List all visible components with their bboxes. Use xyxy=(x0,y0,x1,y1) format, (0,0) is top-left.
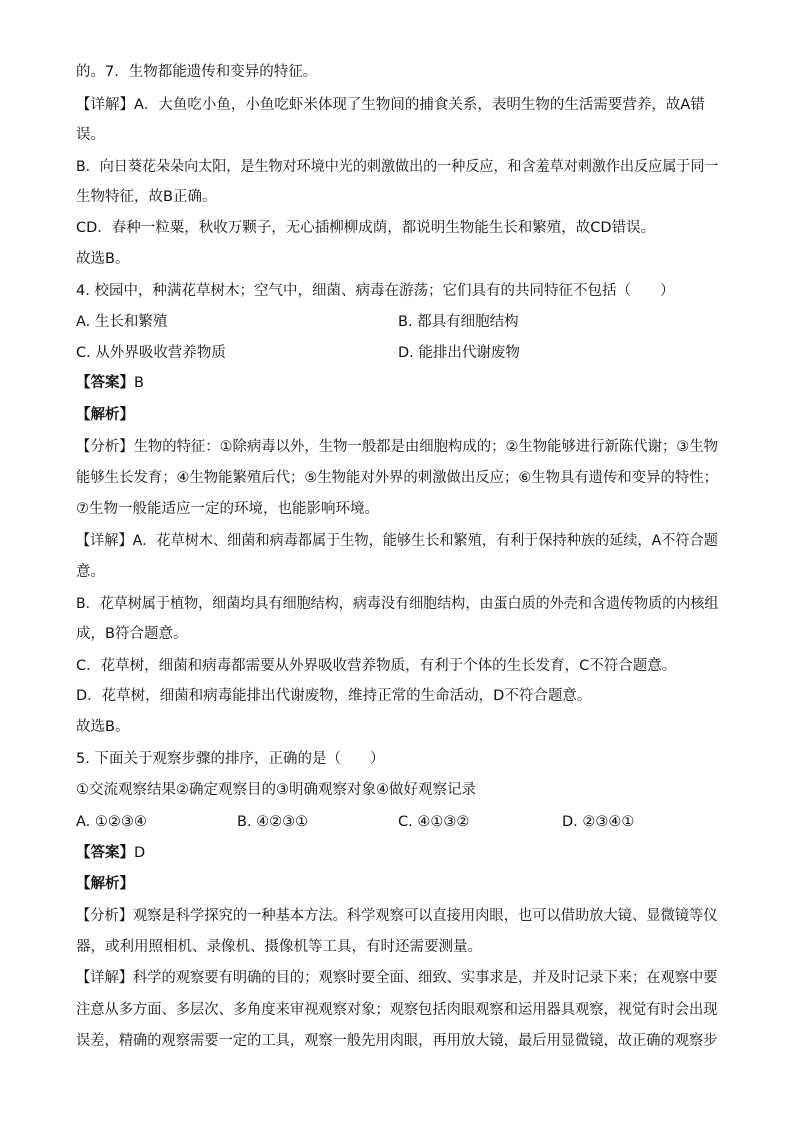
q5-option-b: B. ④②③① xyxy=(237,814,309,830)
text-line: ⑦生物一般能适应一定的环境，也能影响环境。 xyxy=(76,501,379,517)
text-line: C．花草树，细菌和病毒都需要从外界吸收营养物质，有利于个体的生长发育，C不符合题意。 xyxy=(76,658,677,674)
text-line: 【分析】生物的特征：①除病毒以外，生物一般都是由细胞构成的；②生物能够进行新陈代谢；③生物 xyxy=(76,439,718,455)
text-line: 注意从多方面、多层次、多角度来审视观察对象；观察包括肉眼观察和运用器具观察，视觉有时会出现 xyxy=(76,1002,718,1018)
q4-option-c: C. 从外界吸收营养物质 xyxy=(76,345,226,361)
text-line: 成，B符合题意。 xyxy=(76,626,188,642)
text-line: 【详解】A．大鱼吃小鱼，小鱼吃虾米体现了生物间的捕食关系，表明生物的生活需要营养，故A错 xyxy=(76,97,705,113)
q5-option-a: A. ①②③④ xyxy=(76,814,147,830)
q5-answer xyxy=(76,843,145,863)
q4-option-b: B. 都具有细胞结构 xyxy=(398,314,519,330)
text-line: ①交流观察结果②确定观察目的③明确观察对象④做好观察记录 xyxy=(76,782,476,798)
answer-label: 【答案】 xyxy=(76,375,134,391)
q4-answer xyxy=(76,373,144,393)
text-line: B．向日葵花朵朵向太阳，是生物对环境中光的刺激做出的一种反应，和含羞草对刺激作出反应属于同一 xyxy=(76,159,719,175)
q5-option-d: D. ②③④① xyxy=(562,814,635,830)
answer-label: 【答案】 xyxy=(76,845,134,861)
text-line: D．花草树，细菌和病毒能排出代谢废物，维持正常的生命活动，D不符合题意。 xyxy=(76,688,592,704)
text-line: 能够生长发育；④生物能繁殖后代；⑤生物能对外界的刺激做出反应；⑥生物具有遗传和变异的特性； xyxy=(76,470,718,486)
text-line: 故选B。 xyxy=(76,251,130,267)
text-line: 意。 xyxy=(76,564,105,580)
text-line: 的。7．生物都能遗传和变异的特征。 xyxy=(76,64,318,80)
text-line: 误。 xyxy=(76,127,105,143)
q5-analysis-label: 【解析】 xyxy=(76,876,134,892)
text-line: 器，或利用照相机、录像机、摄像机等工具，有时还需要测量。 xyxy=(76,939,482,955)
q4-option-d: D. 能排出代谢废物 xyxy=(398,345,520,361)
text-line: B．花草树属于植物，细菌均具有细胞结构，病毒没有细胞结构，由蛋白质的外壳和含遗传物质的内核组 xyxy=(76,596,719,612)
answer-value: D xyxy=(134,845,146,861)
text-line: 【详解】科学的观察要有明确的目的；观察时要全面、细致、实事求是，并及时记录下来；在观察中要 xyxy=(76,970,718,986)
text-line: 【详解】A．花草树木、细菌和病毒都属于生物，能够生长和繁殖，有利于保持种族的延续，A不符合题 xyxy=(76,533,718,549)
text-line: CD．春种一粒粟，秋收万颗子，无心插柳柳成荫，都说明生物能生长和繁殖，故CD错误。 xyxy=(76,220,656,236)
q4-option-a: A. 生长和繁殖 xyxy=(76,314,168,330)
text-line: 故选B。 xyxy=(76,719,130,735)
text-line: 【分析】观察是科学探究的一种基本方法。科学观察可以直接用肉眼，也可以借助放大镜、显微镜等仪 xyxy=(76,908,718,924)
q5-option-c: C. ④①③② xyxy=(398,814,470,830)
text-line: 误差，精确的观察需要一定的工具，观察一般先用肉眼，再用放大镜，最后用显微镜，故正确的观察步 xyxy=(76,1033,718,1049)
text-line: 生物特征，故B正确。 xyxy=(76,189,217,205)
answer-value: B xyxy=(134,375,144,391)
question-5-stem: 5. 下面关于观察步骤的排序，正确的是（ ） xyxy=(76,751,385,767)
question-4-stem: 4. 校园中，种满花草树木；空气中，细菌、病毒在游荡；它们具有的共同特征不包括（ ） xyxy=(76,283,675,299)
q4-analysis-label: 【解析】 xyxy=(76,407,134,423)
